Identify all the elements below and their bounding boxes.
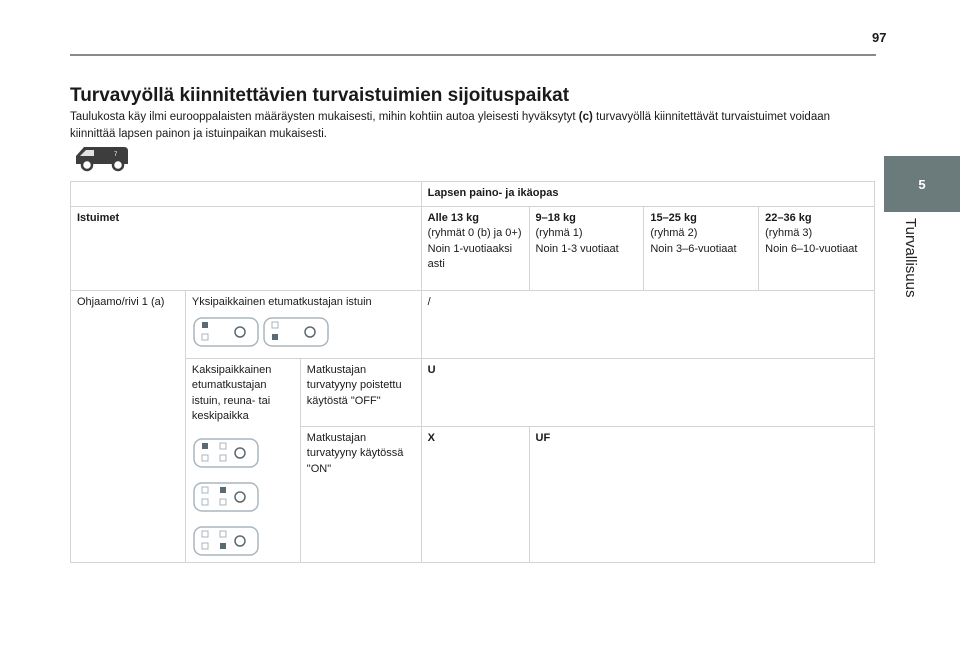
chapter-title: Turvallisuus <box>902 218 919 298</box>
group-name: (ryhmä 3) <box>765 227 813 239</box>
intro-text-before: Taulukosta käy ilmi eurooppalaisten määräysten mukaisesti, mihin kohtiin autoa yleisesti hyväksytyt <box>70 111 579 123</box>
page-title: Turvavyöllä kiinnitettävien turvaistuimien sijoituspaikat <box>70 85 570 106</box>
chapter-tab <box>884 156 960 212</box>
row-label: Ohjaamo/rivi 1 (a) <box>71 290 186 562</box>
group-name: (ryhmät 0 (b) ja 0+) <box>427 227 522 239</box>
airbag-on-value-group0: X <box>421 426 529 562</box>
page-number: 97 <box>872 30 887 45</box>
group-age: Noin 6–10-vuotiaat <box>765 242 858 255</box>
group-name: (ryhmä 1) <box>535 227 583 239</box>
double-seat-label: Kaksipaikkainen etumatkustajan istuin, reuna- tai keskipaikka <box>191 363 272 422</box>
single-seat-value: / <box>421 290 874 358</box>
table-row-airbag-off <box>71 358 875 426</box>
seat-diagram-icon <box>192 437 260 469</box>
group-age: Noin 3–6-vuotiaat <box>650 242 737 255</box>
group-name: (ryhmä 2) <box>650 227 698 239</box>
group-1-cell <box>529 206 644 290</box>
group-weight: 15–25 kg <box>650 211 697 224</box>
single-seat-label: Yksipaikkainen etumatkustajan istuin <box>191 295 372 308</box>
seat-diagram-icon <box>192 525 260 557</box>
group-weight: 22–36 kg <box>765 211 812 224</box>
intro-code: (c) <box>578 111 593 123</box>
group-0-cell <box>421 206 529 290</box>
airbag-off-label: Matkustajan turvatyyny poistettu käytöstä "OFF" <box>300 358 421 426</box>
blank-header-cell <box>71 182 422 207</box>
intro-paragraph <box>70 109 875 143</box>
group-weight: 9–18 kg <box>535 211 576 224</box>
airbag-off-value: U <box>421 358 874 426</box>
child-seat-table <box>70 181 875 563</box>
chapter-number: 5 <box>918 176 926 192</box>
single-seat-cell <box>185 290 421 358</box>
airbag-on-value-group1: UF <box>529 426 874 562</box>
intro-text-after: turvavyöllä kiinnitettävät turvaistuimet voidaan kiinnittää lapsen painon ja istuinpaikan mukaisesti. <box>70 111 831 140</box>
table-header-row <box>71 182 875 207</box>
seat-diagram-icon <box>192 481 260 513</box>
weight-group-header: Lapsen paino- ja ikäopas <box>421 182 874 207</box>
group-age: Noin 1-3 vuotiaat <box>535 242 619 255</box>
seats-label: Istuimet <box>71 206 422 290</box>
header-rule <box>70 54 876 56</box>
table-group-row <box>71 206 875 290</box>
group-3-cell <box>759 206 875 290</box>
double-seat-cell <box>185 358 300 562</box>
seat-diagram-icon <box>192 316 332 348</box>
table-row-single-seat <box>71 290 875 358</box>
svg-text:7: 7 <box>114 152 118 158</box>
van-icon <box>70 144 132 172</box>
group-2-cell <box>644 206 759 290</box>
group-weight: Alle 13 kg <box>427 211 480 224</box>
group-age: Noin 1-vuotiaaksi asti <box>427 242 513 270</box>
airbag-on-label: Matkustajan turvatyyny käytössä "ON" <box>300 426 421 562</box>
